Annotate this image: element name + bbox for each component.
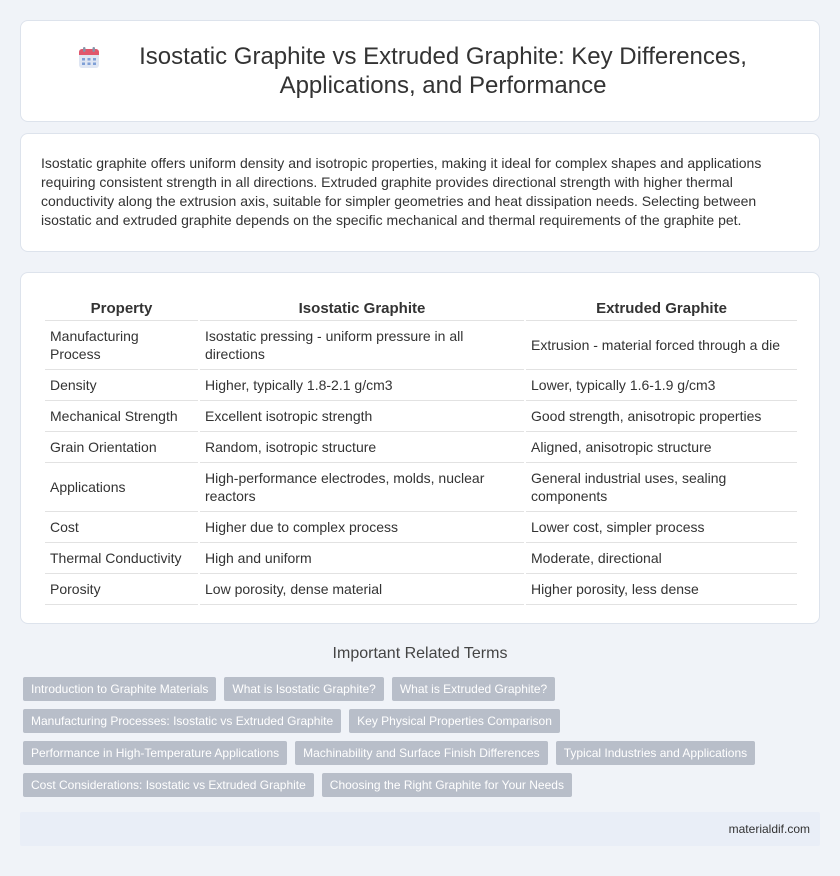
tag-link[interactable]: Choosing the Right Graphite for Your Needs — [322, 773, 572, 797]
table-cell: Lower cost, simpler process — [526, 512, 797, 543]
table-cell: Higher porosity, less dense — [526, 574, 797, 605]
title-card — [20, 20, 820, 122]
table-header-row — [45, 297, 797, 321]
tag-link[interactable]: Machinability and Surface Finish Differences — [295, 741, 548, 765]
header-isostatic: Isostatic Graphite — [200, 297, 524, 321]
tag-row — [23, 773, 803, 797]
table-cell: Higher due to complex process — [200, 512, 524, 543]
table-cell: Lower, typically 1.6-1.9 g/cm3 — [526, 370, 797, 401]
intro-card — [20, 133, 820, 252]
title-wrap — [77, 42, 763, 100]
table-cell: Density — [45, 370, 198, 401]
tag-link[interactable]: What is Isostatic Graphite? — [224, 677, 383, 701]
tag-link[interactable]: Manufacturing Processes: Isostatic vs Extruded Graphite — [23, 709, 341, 733]
tag-link[interactable]: Cost Considerations: Isostatic vs Extruded Graphite — [23, 773, 314, 797]
tag-row — [23, 709, 803, 733]
header-extruded: Extruded Graphite — [526, 297, 797, 321]
related-terms-title: Important Related Terms — [332, 645, 508, 662]
tag-row — [23, 677, 803, 701]
table-row — [45, 574, 797, 605]
tag-link[interactable]: Performance in High-Temperature Applications — [23, 741, 287, 765]
related-terms-tags — [23, 677, 803, 805]
table-cell: High-performance electrodes, molds, nuclear reactors — [200, 463, 524, 512]
tag-link[interactable]: Introduction to Graphite Materials — [23, 677, 216, 701]
table-cell: Low porosity, dense material — [200, 574, 524, 605]
table-cell: Good strength, anisotropic properties — [526, 401, 797, 432]
intro-paragraph: Isostatic graphite offers uniform density and isotropic properties, making it ideal for complex shapes and applications requiring consistent strength in all directions. Extruded graphite provides directional strength with higher thermal conductivity along the extrusion axis, suitable for simpler geometries and heat dissipation needs. Selecting between isostatic and extruded graphite depends on the specific mechanical and thermal requirements of the graphite pet. — [41, 155, 762, 228]
table-row — [45, 432, 797, 463]
table-row — [45, 512, 797, 543]
table-row — [45, 321, 797, 370]
table-cell: High and uniform — [200, 543, 524, 574]
footer-site-link[interactable]: materialdif.com — [728, 822, 810, 836]
footer — [20, 812, 820, 846]
table-cell: Applications — [45, 463, 198, 512]
table-cell: Aligned, anisotropic structure — [526, 432, 797, 463]
tag-row — [23, 741, 803, 765]
tag-link[interactable]: Typical Industries and Applications — [556, 741, 755, 765]
table-cell: Isostatic pressing - uniform pressure in all directions — [200, 321, 524, 370]
table-cell: Thermal Conductivity — [45, 543, 198, 574]
tag-link[interactable]: What is Extruded Graphite? — [392, 677, 555, 701]
table-cell: Extrusion - material forced through a die — [526, 321, 797, 370]
table-cell: Cost — [45, 512, 198, 543]
table-cell: Higher, typically 1.8-2.1 g/cm3 — [200, 370, 524, 401]
table-row — [45, 370, 797, 401]
table-cell: Manufacturing Process — [45, 321, 198, 370]
table-cell: General industrial uses, sealing components — [526, 463, 797, 512]
tag-link[interactable]: Key Physical Properties Comparison — [349, 709, 560, 733]
comparison-table-card — [20, 272, 820, 624]
table-cell: Grain Orientation — [45, 432, 198, 463]
table-cell: Excellent isotropic strength — [200, 401, 524, 432]
calendar-icon — [77, 46, 101, 70]
header-property: Property — [45, 297, 198, 321]
table-cell: Random, isotropic structure — [200, 432, 524, 463]
table-cell: Moderate, directional — [526, 543, 797, 574]
comparison-table — [43, 297, 799, 605]
table-row — [45, 463, 797, 512]
table-row — [45, 543, 797, 574]
page-title: Isostatic Graphite vs Extruded Graphite: Key Differences, Applications, and Performance — [139, 43, 747, 99]
table-cell: Mechanical Strength — [45, 401, 198, 432]
table-row — [45, 401, 797, 432]
table-cell: Porosity — [45, 574, 198, 605]
